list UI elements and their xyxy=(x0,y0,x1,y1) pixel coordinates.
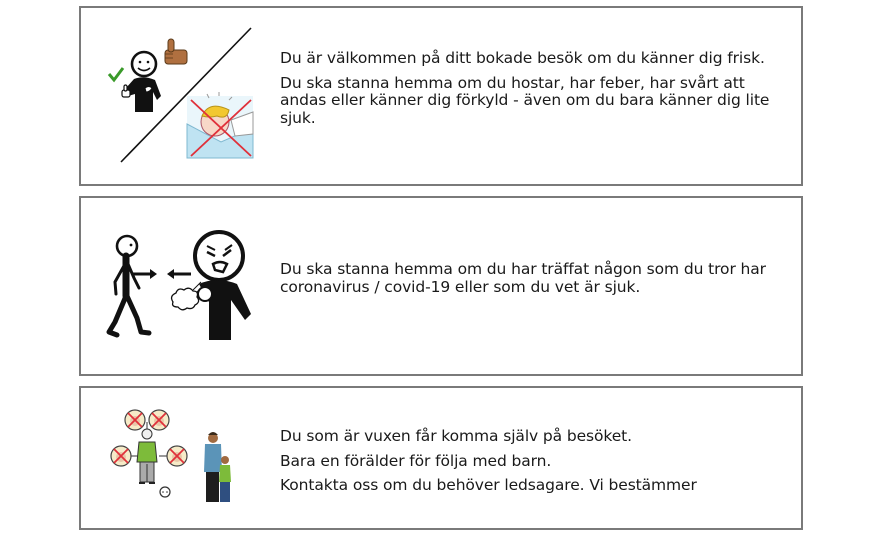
card-1-text xyxy=(280,50,789,134)
companions-illustration xyxy=(101,400,261,544)
exposure-illustration xyxy=(101,214,261,358)
info-card-healthy xyxy=(79,6,803,186)
card-2-text xyxy=(280,261,789,303)
paragraph: Du är välkommen på ditt bokade besök om du känner dig frisk. xyxy=(280,49,765,67)
person-meets-coughing-person-icon xyxy=(101,214,261,358)
healthy-vs-sick-illustration xyxy=(101,24,261,168)
card-3-text xyxy=(280,428,789,502)
paragraph: Du ska stanna hemma om du har träffat någon som du tror har coronavirus / covid-19 eller som du vet är sjuk. xyxy=(280,260,766,296)
info-card-exposure xyxy=(79,196,803,376)
info-card-companions xyxy=(79,386,803,530)
paragraph: Du som är vuxen får komma själv på besöket. xyxy=(280,427,632,445)
paragraph: Du ska stanna hemma om du hostar, har feber, har svårt att andas eller känner dig förkyld - även om du bara känner dig lite sjuk. xyxy=(280,73,770,127)
paragraph: Bara en förälder för följa med barn. xyxy=(280,451,552,470)
adult-alone-and-parent-child-icon xyxy=(101,400,261,544)
paragraph: Kontakta oss om du behöver ledsagare. Vi bestämmer xyxy=(280,476,697,494)
healthy-vs-sick-icon xyxy=(101,24,261,168)
